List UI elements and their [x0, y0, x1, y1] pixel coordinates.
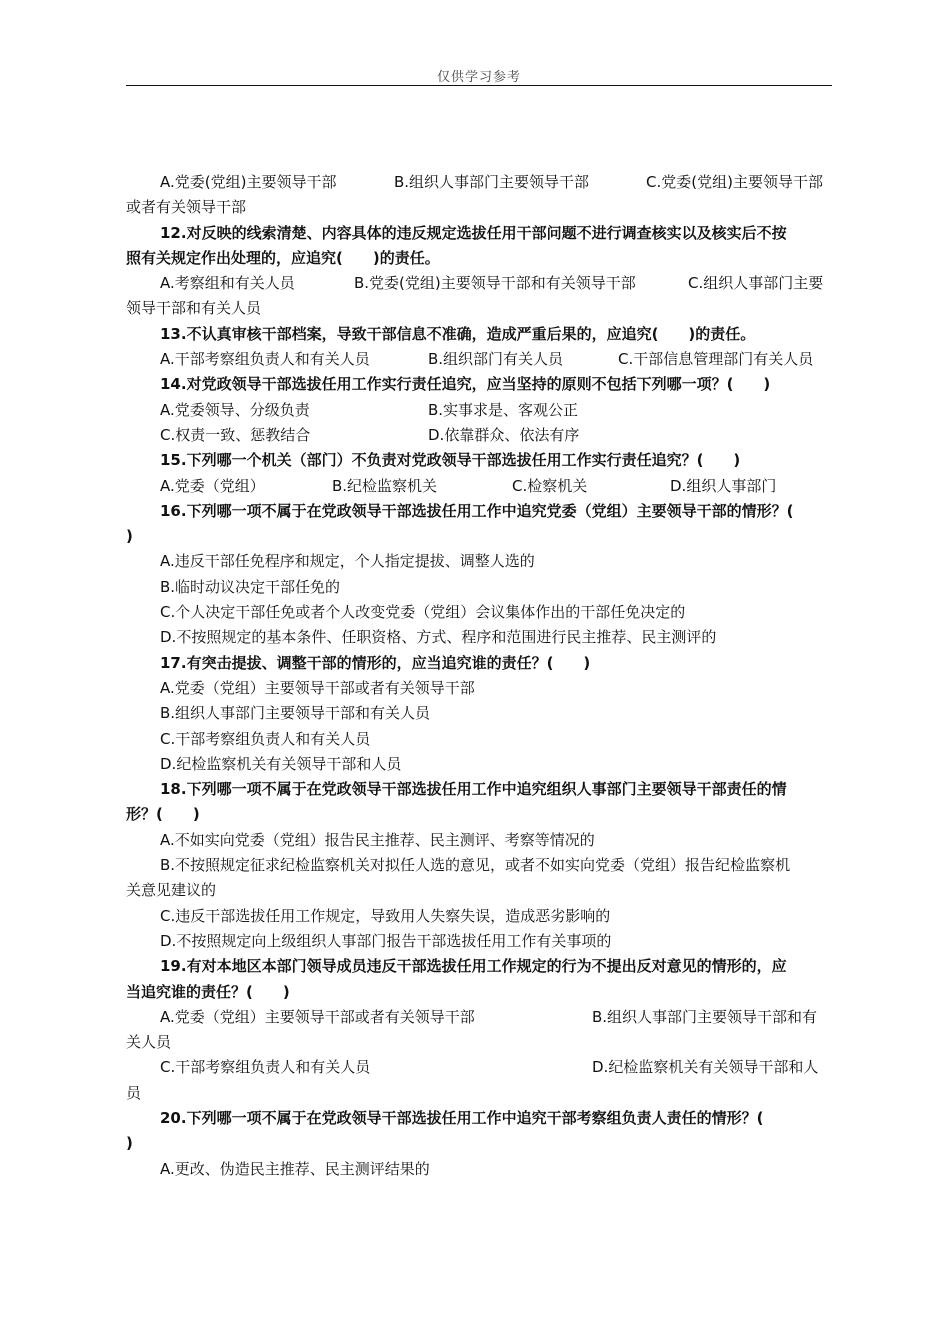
q11-option-c-cont: 或者有关领导干部: [126, 198, 247, 217]
q19-option-c: C.干部考察组负责人和有关人员: [160, 1058, 371, 1077]
q18-stem-line2: 形？( ): [126, 805, 200, 824]
q19-option-d-cont: 员: [126, 1083, 142, 1102]
q16-option-d: D.不按照规定的基本条件、任职资格、方式、程序和范围进行民主推荐、民主测评的: [160, 628, 717, 647]
q12-option-c: C.组织人事部门主要: [688, 274, 824, 293]
q20-stem-line2: ): [126, 1134, 133, 1153]
q19-option-d: D.纪检监察机关有关领导干部和人: [592, 1058, 819, 1077]
page-header: 仅供学习参考: [436, 70, 521, 85]
q14-stem: 14.对党政领导干部选拔任用工作实行责任追究，应当坚持的原则不包括下列哪一项？( ): [160, 375, 771, 394]
q12-option-c-cont: 领导干部和有关人员: [126, 299, 262, 318]
document-body: [126, 170, 832, 1182]
q15-stem: 15.下列哪一个机关（部门）不负责对党政领导干部选拔任用工作实行责任追究？( ): [160, 451, 741, 470]
q12-option-b: B.党委(党组)主要领导干部和有关领导干部: [354, 274, 636, 293]
q17-option-b: B.组织人事部门主要领导干部和有关人员: [160, 704, 431, 723]
q15-options-line: [126, 474, 832, 499]
q12-option-a: A.考察组和有关人员: [160, 274, 295, 293]
q16-stem-line2: ): [126, 527, 133, 546]
q14-option-b: B.实事求是、客观公正: [428, 400, 579, 419]
q12-stem-line1: 12.对反映的线索清楚、内容具体的违反规定选拔任用干部问题不进行调查核实以及核实后不按: [160, 223, 787, 242]
q16-option-b: B.临时动议决定干部任免的: [160, 577, 341, 596]
q18-option-d: D.不按照规定向上级组织人事部门报告干部选拔任用工作有关事项的: [160, 931, 612, 950]
q19-stem-line2: 当追究谁的责任？( ): [126, 982, 290, 1001]
q17-option-c: C.干部考察组负责人和有关人员: [160, 729, 371, 748]
q15-option-d: D.组织人事部门: [670, 476, 777, 495]
q17-option-a: A.党委（党组）主要领导干部或者有关领导干部: [160, 678, 475, 697]
q14-option-d: D.依靠群众、依法有序: [428, 425, 580, 444]
q16-option-a: A.违反干部任免程序和规定，个人指定提拔、调整人选的: [160, 552, 535, 571]
q11-option-a: A.党委(党组)主要领导干部: [160, 173, 337, 191]
q11-option-c: C.党委(党组)主要领导干部: [646, 173, 823, 191]
q16-option-c: C.个人决定干部任免或者个人改变党委（党组）会议集体作出的干部任免决定的: [160, 603, 686, 622]
q18-stem-line1: 18.下列哪一项不属于在党政领导干部选拔任用工作中追究组织人事部门主要领导干部责任的情: [160, 780, 787, 799]
q14-options-line2: [126, 423, 832, 448]
q17-stem: 17.有突击提拔、调整干部的情形的，应当追究谁的责任？( ): [160, 653, 591, 672]
q20-option-a: A.更改、伪造民主推荐、民主测评结果的: [160, 1159, 430, 1178]
q14-option-a: A.党委领导、分级负责: [160, 400, 310, 419]
q14-option-c: C.权责一致、惩教结合: [160, 425, 311, 444]
q13-options-line: [126, 347, 832, 372]
q13-option-b: B.组织部门有关人员: [428, 350, 564, 369]
q15-option-c: C.检察机关: [512, 476, 588, 495]
q18-option-b-line1: B.不按照规定征求纪检监察机关对拟任人选的意见，或者不如实向党委（党组）报告纪检监察机: [160, 856, 791, 875]
q19-stem-line1: 19.有对本地区本部门领导成员违反干部选拔任用工作规定的行为不提出反对意见的情形的，应: [160, 957, 787, 976]
q20-stem-line1: 20.下列哪一项不属于在党政领导干部选拔任用工作中追究干部考察组负责人责任的情形？(: [160, 1108, 764, 1127]
q15-option-a: A.党委（党组）: [160, 476, 265, 495]
q16-stem-line1: 16.下列哪一项不属于在党政领导干部选拔任用工作中追究党委（党组）主要领导干部的情形？(: [160, 501, 794, 520]
q12-options-line: [126, 271, 832, 296]
q12-stem-line2: 照有关规定作出处理的，应追究( )的责任。: [126, 248, 440, 267]
q19-option-b-cont: 关人员: [126, 1033, 172, 1052]
q14-options-line1: [126, 398, 832, 423]
q11-option-b: B.组织人事部门主要领导干部: [394, 173, 590, 191]
header-rule: [126, 85, 832, 86]
q18-option-b-line2: 关意见建议的: [126, 881, 217, 900]
q13-option-c: C.干部信息管理部门有关人员: [618, 350, 814, 369]
q19-options-line1: [126, 1005, 832, 1030]
q13-option-a: A.干部考察组负责人和有关人员: [160, 350, 370, 369]
q11-options-line: [126, 170, 832, 195]
q18-option-a: A.不如实向党委（党组）报告民主推荐、民主测评、考察等情况的: [160, 830, 595, 849]
q15-option-b: B.纪检监察机关: [332, 476, 438, 495]
q19-option-b: B.组织人事部门主要领导干部和有: [592, 1007, 818, 1026]
q19-options-line2: [126, 1055, 832, 1080]
q19-option-a: A.党委（党组）主要领导干部或者有关领导干部: [160, 1007, 475, 1026]
q18-option-c: C.违反干部选拔任用工作规定，导致用人失察失误，造成恶劣影响的: [160, 906, 611, 925]
q17-option-d: D.纪检监察机关有关领导干部和人员: [160, 754, 402, 773]
q13-stem: 13.不认真审核干部档案，导致干部信息不准确，造成严重后果的，应追究( )的责任。: [160, 324, 756, 343]
